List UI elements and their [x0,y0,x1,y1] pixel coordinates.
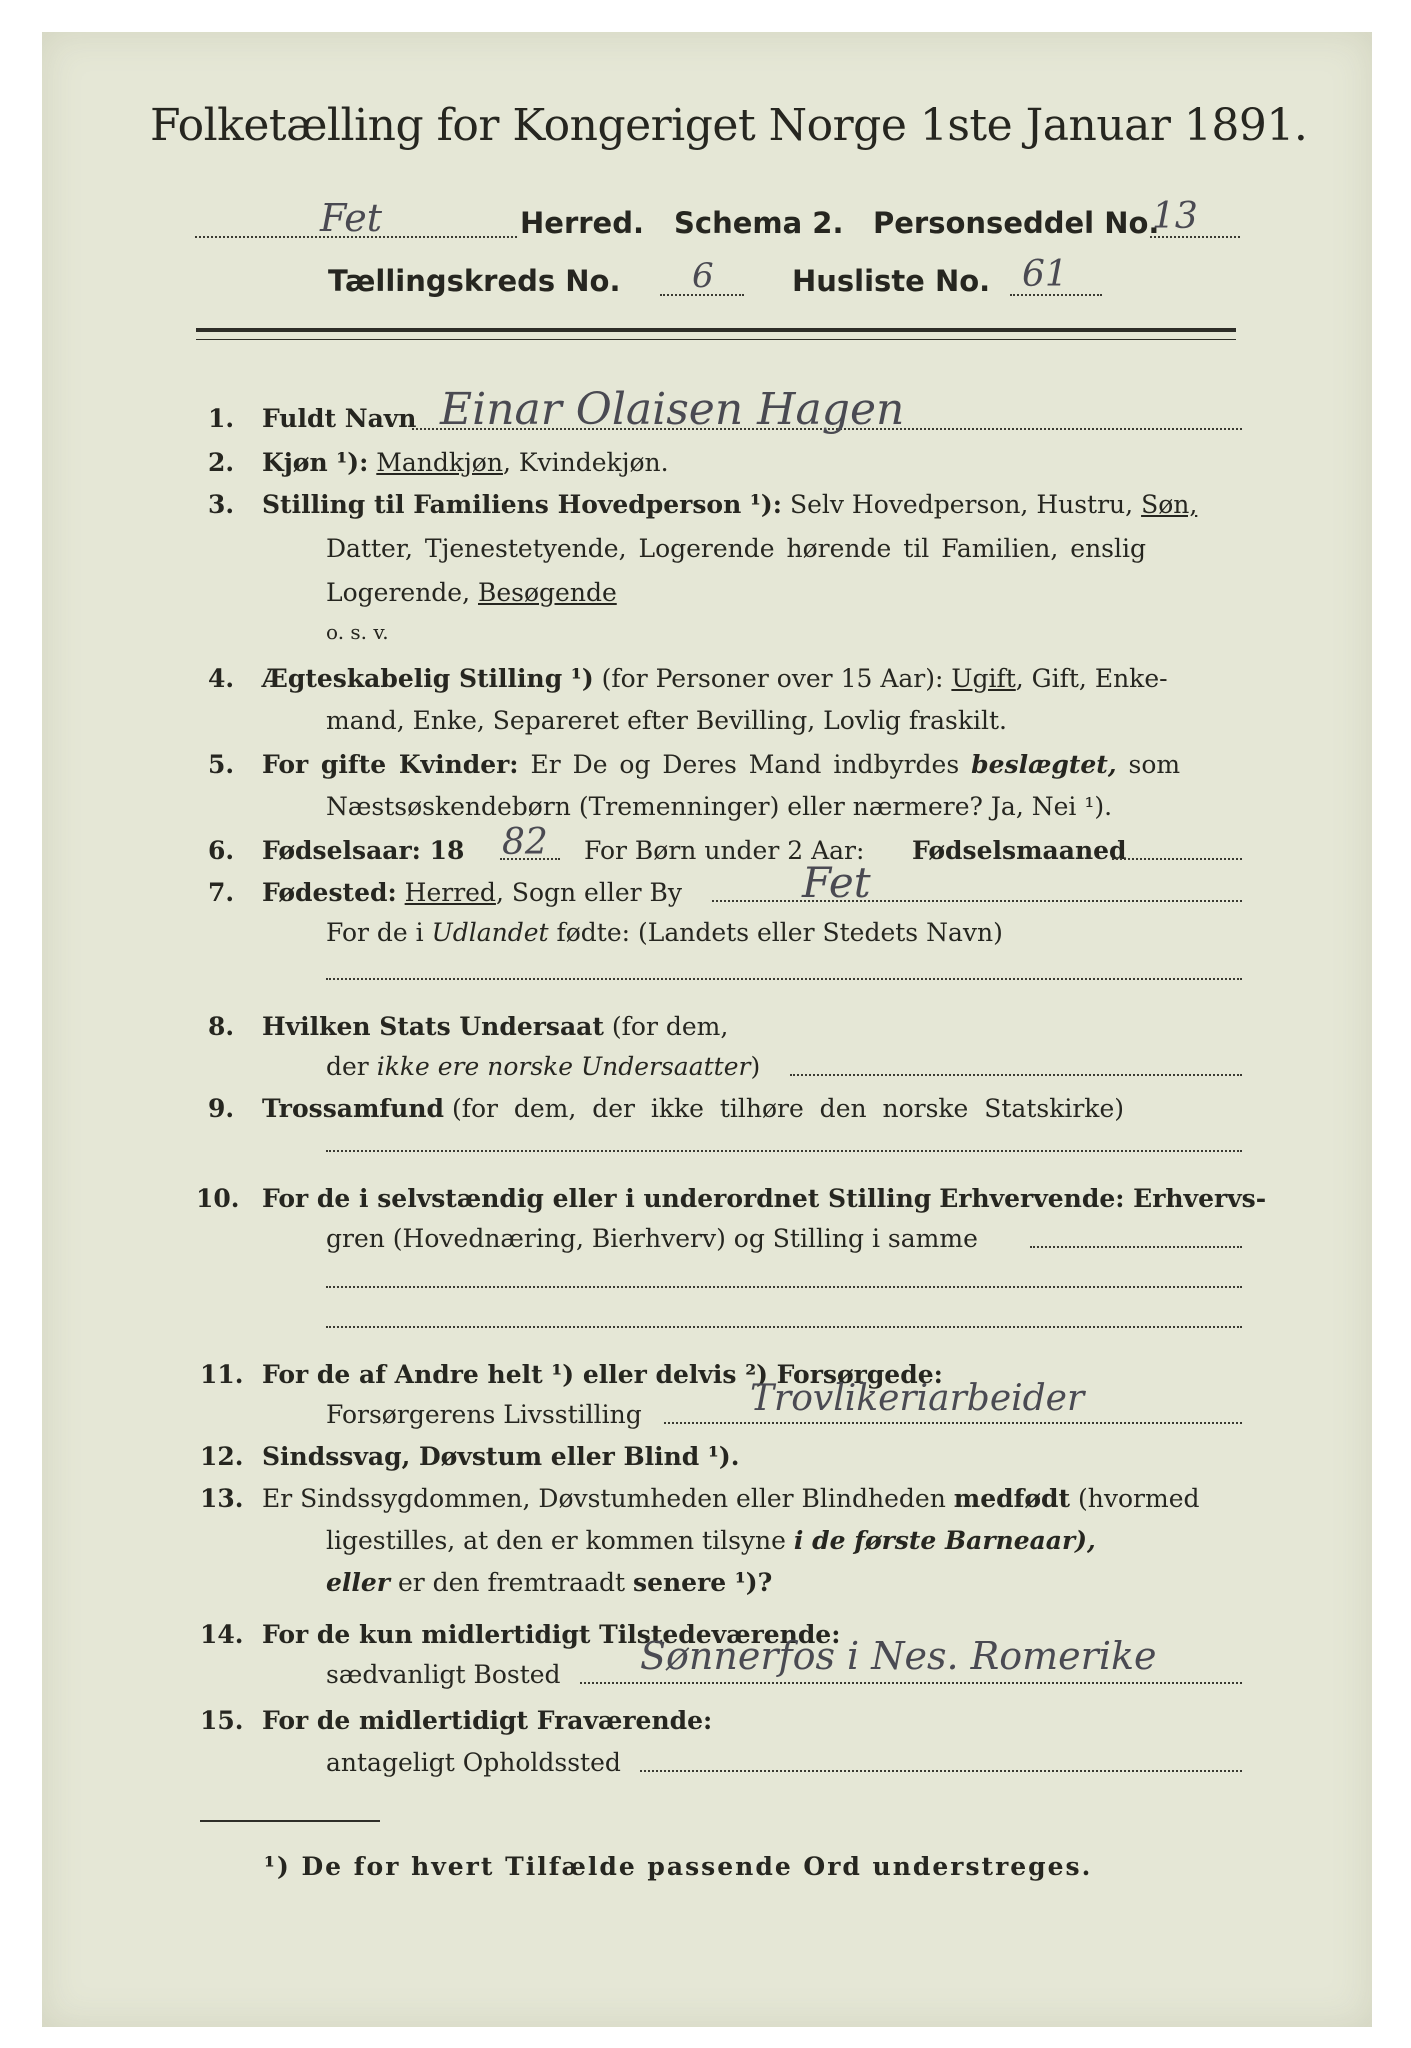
item-8-line-2: der ikke ere norske Undersaatter) [326,1052,761,1081]
item-5-line-1 [262,750,1180,779]
item-15-number: 15. [200,1706,244,1735]
citizenship-label: Hvilken Stats Undersaat [262,1012,604,1041]
childhood-question: ligestilles, at den er kommen tilsyne [326,1526,786,1555]
husliste-number: 61 [1022,254,1068,295]
header-rule-thin [196,339,1236,340]
probable-residence-line [640,1770,1242,1772]
item-4-line-1 [262,664,1168,693]
item-10-line-1 [262,1184,1266,1213]
lodger-option: Logerende, [326,578,471,607]
later-word: senere ¹)? [633,1568,773,1597]
item-2-number: 2. [208,448,235,477]
supported-label: For de af Andre helt ¹) eller delvis ²) Forsørgede: [262,1360,943,1389]
family-position-label: Stilling til Familiens Hovedperson ¹): [262,490,782,519]
temp-absent-label: For de midlertidigt Fraværende: [262,1706,713,1735]
unmarried-underlined: Ugift [951,664,1016,693]
item-1-label: Fuldt Navn [262,404,417,433]
husliste-line [1010,294,1102,296]
herred-label: Herred. [520,206,644,240]
sex-female: , Kvindekjøn. [502,448,669,477]
item-3-line-3 [326,578,617,607]
visitor-underlined: Besøgende [478,578,617,607]
usual-residence-line [580,1682,1242,1684]
citizenship-line [790,1074,1242,1076]
item-5-number: 5. [208,750,235,779]
usual-residence-handwritten: Sønnerfos i Nes. Romerike [640,1634,1157,1678]
item-8-number: 8. [208,1012,235,1041]
form-title: Folketælling for Kongeriget Norge 1ste Januar 1891. [150,100,1308,151]
abroad-line [326,978,1242,980]
item-10-line-2: gren (Hovednæring, Bierhverv) og Stilling i samme [326,1224,978,1253]
provider-line [664,1422,1242,1424]
son-underlined: Søn, [1141,490,1198,519]
marital-status-label: Ægteskabelig Stilling ¹) [262,664,594,693]
related-word: beslægtet, [971,750,1117,779]
abroad-word: Udlandet [431,918,549,947]
abroad-suffix: fødte: (Landets eller Stedets Navn) [556,918,1003,947]
birthplace-options: , Sogn eller By [495,878,683,907]
husliste-label: Husliste No. [792,264,991,298]
religion-line [326,1150,1242,1152]
item-6-number: 6. [208,836,235,865]
occupation-line-2 [326,1286,1242,1288]
birth-month-label: Fødselsmaaned [912,836,1127,865]
item-13-line-3 [326,1568,772,1597]
provider-label: Forsørgerens Livsstilling [326,1400,642,1429]
personseddel-number: 13 [1152,196,1198,237]
item-9-line [262,1094,1124,1123]
item-12-number: 12. [200,1442,244,1471]
congenital-hvormed: (hvormed [1078,1484,1200,1513]
item-7-line-2 [326,918,1003,947]
married-women-question: Er De og Deres Mand indbyrdes [530,750,960,779]
congenital-word: medfødt [953,1484,1071,1513]
occupation-question: For de i selvstændig eller i underordnet Stilling [262,1184,932,1213]
item-7-number: 7. [208,878,235,907]
eller-word: eller [326,1568,390,1597]
item-3-line-1 [262,490,1197,519]
family-position-options: Selv Hovedperson, Hustru, [789,490,1134,519]
provider-handwritten: Trovlikeriarbeider [750,1378,1085,1419]
item-10-number: 10. [196,1184,240,1213]
kreds-line [660,294,744,296]
item-11-number: 11. [200,1360,244,1389]
congenital-question: Er Sindssygdommen, Døvstumheden eller Blindheden [262,1484,946,1513]
footnote-text: ¹) De for hvert Tilfælde passende Ord understreges. [264,1852,1093,1881]
item-3-line-2: Datter, Tjenestetyende, Logerende hørende til Familien, enslig [326,534,1147,563]
abroad-prefix: For de i [326,918,424,947]
item-9-number: 9. [208,1094,235,1123]
kreds-number: 6 [692,256,714,296]
sex-male-underlined: Mandkjøn [376,448,503,477]
occupation-label: Erhvervende: Erhvervs- [939,1184,1267,1213]
item-3-osv: o. s. v. [326,620,389,644]
personseddel-label: Personseddel No. [873,206,1160,240]
childhood-years: i de første Barneaar), [793,1526,1096,1555]
citizenship-note: (for dem, [611,1012,729,1041]
sex-label: Kjøn ¹): [262,448,369,477]
item-13-line-1 [262,1484,1200,1513]
item-2-text [262,448,669,477]
item-13-line-2 [326,1526,1096,1555]
kreds-label: Tællingskreds No. [328,264,621,298]
married-women-label: For gifte Kvinder: [262,750,519,779]
marital-options: , Gift, Enke- [1015,664,1168,693]
item-1-number: 1. [208,404,235,433]
item-7-line-1 [262,878,682,907]
personseddel-line [1150,236,1240,238]
header-rule-thick [196,328,1236,332]
non-norwegian-subjects: ikke ere norske Undersaatter [376,1052,751,1081]
birth-year-label: Fødselsaar: 18 [262,836,465,865]
under-two-label: For Børn under 2 Aar: [584,836,865,865]
disability-label: Sindssvag, Døvstum eller Blind ¹). [262,1442,740,1471]
birthplace-line [712,900,1242,902]
item-13-number: 13. [200,1484,244,1513]
item-8-line-1 [262,1012,728,1041]
herred-underlined: Herred [404,878,496,907]
full-name-handwritten: Einar Olaisen Hagen [440,384,905,435]
herred-handwritten: Fet [320,196,383,240]
married-women-som: som [1128,750,1181,779]
item-4-line-2: mand, Enke, Separeret efter Bevilling, Lovlig fraskilt. [326,706,1007,735]
temp-present-label: For de kun midlertidigt Tilstedeværende: [262,1620,841,1649]
birthplace-label: Fødested: [262,878,397,907]
schema-label: Schema 2. [674,206,844,240]
footnote-rule [200,1820,380,1822]
probable-residence-label: antageligt Opholdssted [326,1748,621,1777]
item-14-number: 14. [200,1620,244,1649]
marital-age-note: (for Personer over 15 Aar): [601,664,944,693]
item-4-number: 4. [208,664,235,693]
occupation-line-1 [1030,1246,1242,1248]
religion-label: Trossamfund [262,1094,445,1123]
occupation-line-3 [326,1326,1242,1328]
birthplace-handwritten: Fet [802,858,871,907]
citizenship-der: der [326,1052,369,1081]
birth-month-line [1112,858,1242,860]
usual-residence-label: sædvanligt Bosted [326,1660,561,1689]
item-3-number: 3. [208,490,235,519]
birth-year-line [500,858,560,860]
item-5-line-2: Næstsøskendebørn (Tremenninger) eller nærmere? Ja, Nei ¹). [326,792,1113,821]
birth-year-handwritten: 82 [502,822,548,863]
religion-note: (for dem, der ikke tilhøre den norske Statskirke) [451,1094,1124,1123]
later-question: er den fremtraadt [397,1568,626,1597]
